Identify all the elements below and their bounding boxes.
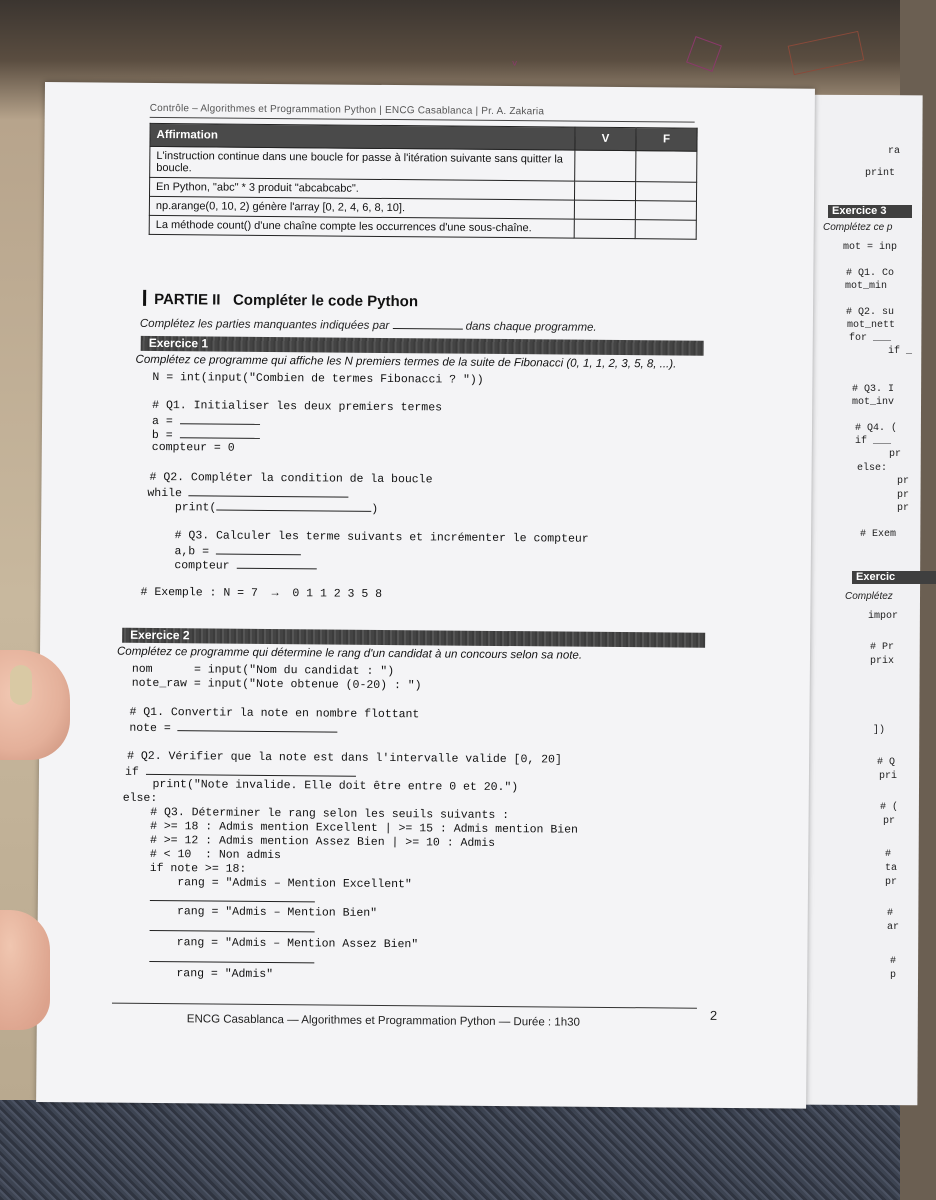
ex1-line-11 [147,557,317,574]
ex1-line-2: # Q1. Initialiser les deux premiers termes [152,398,443,415]
ex1-example: # Exemple : N = 7 → 0 1 1 2 3 5 8 [140,585,383,601]
subtitle-before: Complétez les parties manquantes indiquées par [139,317,390,333]
table-row [150,146,697,182]
ex2-line-13: if note >= 18: [122,861,247,876]
true-header: V [575,127,636,151]
ex2-line-8: else: [122,791,158,806]
right-code-line: print [865,168,896,179]
affirmation-cell: La méthode count() d'une chaîne compte les occurrences d'une sous-chaîne. [149,215,574,238]
page-number: 2 [709,1007,718,1023]
answer-blank-elif-2[interactable] [150,920,315,932]
part-bar [143,290,146,306]
answer-blank-ab[interactable] [216,544,301,556]
ex1-line-9: # Q3. Calculer les terme suivants et incrémenter le compteur [146,528,589,546]
exercise-1-label: Exercice 1 [148,335,209,351]
exam-page [36,82,815,1109]
true-checkbox-cell[interactable] [575,150,636,182]
right-exercise-4-band: Exercic [852,571,936,584]
ex1-a-label: a = [151,414,180,429]
ex2-line-16: rang = "Admis – Mention Assez Bien" [121,935,419,952]
ex2-line-10: # >= 18 : Admis mention Excellent | >= 15 : Admis mention Bien [122,819,579,837]
print-label: print( [147,500,217,515]
if-label: if [124,765,146,779]
answer-blank-note[interactable] [178,720,338,732]
false-checkbox-cell[interactable] [635,182,696,202]
part-subtitle [140,316,597,334]
affirmation-cell: En Python, "abc" * 3 produit "abcabcabc". [150,177,575,200]
right-code-line: # ( [880,802,899,813]
ex1-line-6: # Q2. Compléter la condition de la boucle [149,470,433,487]
right-code-line: pri [879,771,898,782]
answer-blank-if[interactable] [146,764,356,777]
false-checkbox-cell[interactable] [635,220,696,240]
affirmation-cell: L'instruction continue dans une boucle for passe à l'itération suivante sans quitter la boucle. [150,146,575,181]
right-code-line: mot_nett [847,320,896,331]
header-divider [150,117,695,123]
exercise-2-label: Exercice 2 [130,627,190,643]
right-code-line: prix [870,656,895,667]
right-code-line: # [887,908,894,919]
ex2-line-2: note_raw = input("Note obtenue (0-20) : ") [131,676,422,693]
answer-blank-elif-3[interactable] [149,951,314,963]
exercise-1-band [141,336,704,356]
true-checkbox-cell[interactable] [574,219,635,239]
right-code-line: ar [887,922,900,933]
right-code-line: pr [885,503,910,514]
right-code-line: else: [857,463,888,474]
right-code-line: mot_inv [852,397,895,408]
ex2-line-9: # Q3. Déterminer le rang selon les seuils suivants : [122,805,510,823]
answer-blank-compteur[interactable] [236,558,316,570]
ex2-line-1: nom = input("Nom du candidat : ") [131,662,395,679]
right-code-line: # [885,849,892,860]
table-row [149,215,696,239]
ex2-line-4 [129,720,337,737]
ex2-blank-line-2 [150,920,315,937]
right-code-line: # Q2. su [846,307,895,318]
right-code-line: pr [885,476,910,487]
ex2-line-17: rang = "Admis" [121,966,274,982]
compteur-label: compteur [146,558,237,573]
true-checkbox-cell[interactable] [574,200,635,220]
exercise-1-instruction: Complétez ce programme qui affiche les N premiers termes de la suite de Fibonacci (0, 1, 1, 2, 3, 5, 8, ...). [135,353,677,371]
ex2-line-14: rang = "Admis – Mention Excellent" [121,875,412,892]
ex2-line-11: # >= 12 : Admis mention Assez Bien | >= 10 : Admis [122,833,496,850]
exercise-2-band [122,628,705,648]
false-checkbox-cell[interactable] [636,151,697,183]
ex2-line-5: # Q2. Vérifier que la note est dans l'intervalle valide [0, 20] [127,749,562,767]
answer-blank-print[interactable] [216,500,371,512]
right-exercise-4-instruction: Complétez [845,591,893,602]
blank-sample [392,318,462,330]
false-checkbox-cell[interactable] [635,201,696,221]
affirmation-header: Affirmation [150,123,575,150]
ex1-line-5: compteur = 0 [151,440,235,455]
affirmation-cell: np.arange(0, 10, 2) génère l'array [0, 2, 4, 6, 8, 10]. [149,196,574,219]
right-code-line: impor [868,611,899,622]
right-code-line: for ___ [849,333,892,344]
answer-blank-while[interactable] [189,485,349,497]
right-code-line: if _ [876,346,913,357]
right-code-line: pr [885,490,910,501]
while-label: while [147,486,189,501]
right-code-line: # Q4. ( [855,423,898,434]
right-code-line: # Q3. I [852,384,895,395]
ex2-line-3: # Q1. Convertir la note en nombre flottant [129,705,420,722]
right-code-line: pr [877,449,902,460]
ex1-line-1: N = int(input("Combien de termes Fibonacci ? ")) [152,370,484,387]
ex2-line-15: rang = "Admis – Mention Bien" [121,904,378,920]
right-code-line: # Exem [860,529,897,540]
false-header: F [636,128,697,152]
right-code-line: # Q1. Co [846,268,895,279]
right-exercise-3-instruction: Complétez ce p [823,222,893,233]
right-code-line: p [890,970,897,981]
ex2-blank-line-3 [149,951,314,968]
true-checkbox-cell[interactable] [574,181,635,201]
ab-label: a,b = [146,544,216,559]
right-exercise-3-band: Exercice 3 [828,205,912,218]
right-code-line: mot_min [845,281,888,292]
page-footer: ENCG Casablanca — Algorithmes et Programmation Python — Durée : 1h30 [186,1013,580,1029]
answer-blank-b[interactable] [180,427,260,439]
page-header: Contrôle – Algorithmes et Programmation Python | ENCG Casablanca | Pr. A. Zakaria [149,102,545,118]
right-code-line: ra [888,146,901,157]
right-code-line: # Q [877,757,896,768]
subtitle-after: dans chaque programme. [465,320,597,334]
part-title-text: PARTIE II Compléter le code Python [154,290,419,311]
right-code-line: ]) [873,725,886,736]
answer-blank-a[interactable] [180,413,260,425]
ex1-b-label: b = [151,428,180,443]
doodle-marks: ᵛ [512,58,518,74]
right-code-line: pr [883,816,896,827]
right-code-line: # [890,956,897,967]
ex1-line-8 [147,499,378,517]
answer-blank-elif-1[interactable] [150,890,315,902]
right-code-line: if ___ [855,436,892,447]
footer-divider [112,1003,697,1009]
part-title [143,290,418,310]
nail [10,665,32,705]
finger [0,910,50,1030]
right-code-line: pr [885,877,898,888]
exercise-2-instruction: Complétez ce programme qui détermine le rang d'un candidat à un concours selon sa note. [116,645,583,662]
note-label: note = [129,721,178,736]
right-code-line: # Pr [870,642,895,653]
ex2-line-7: print("Note invalide. Elle doit être entre 0 et 20.") [124,777,519,795]
ex2-line-12: # < 10 : Non admis [122,847,282,863]
true-false-table [149,123,698,240]
right-code-line: ta [885,863,898,874]
jeans-background [0,1100,900,1200]
right-code-line: mot = inp [843,242,898,253]
print-close: ) [371,502,379,516]
